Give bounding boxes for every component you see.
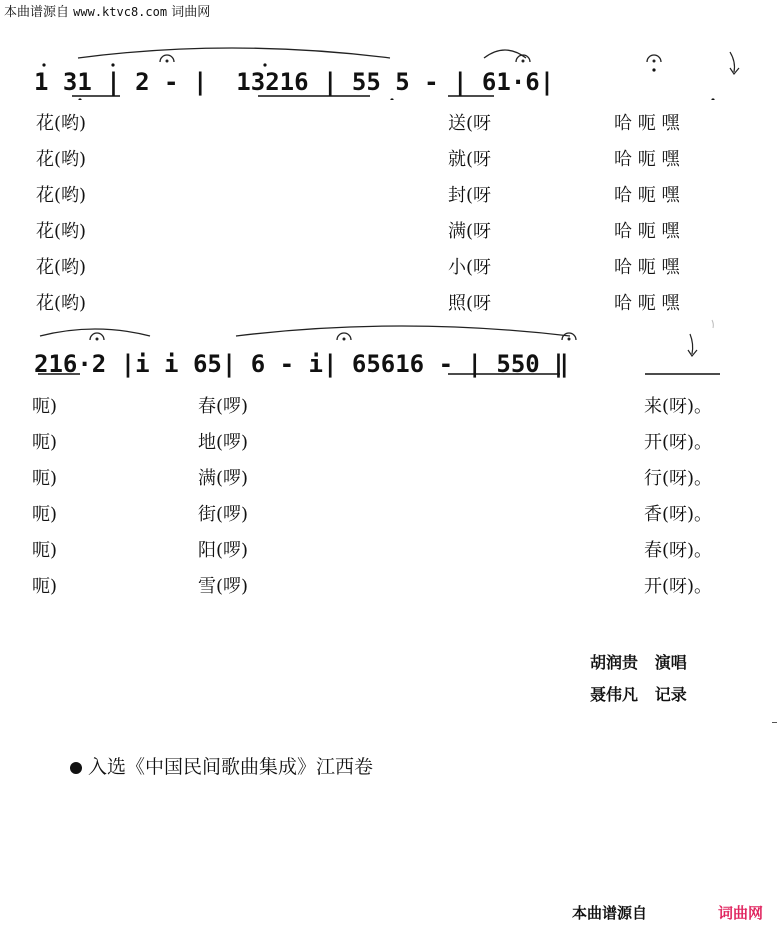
lyric-col-a: 呃) <box>32 504 58 525</box>
lyric-col-b: 送(呀 <box>448 113 492 134</box>
credit-recorder-role: 记录 <box>654 685 687 704</box>
lyric-row <box>0 211 777 247</box>
lyric-col-b: 满(呀 <box>448 221 492 242</box>
credits <box>590 650 687 714</box>
lyric-col-b: 封(呀 <box>448 185 492 206</box>
lyric-row <box>0 247 777 283</box>
footer-site-link[interactable]: 词曲网 <box>718 904 764 922</box>
lyrics-block-top <box>0 103 777 319</box>
footer-source-text: 本曲谱源自 <box>572 904 648 922</box>
lyric-col-a: 呃) <box>32 396 58 417</box>
lyric-col-a: 花(哟) <box>36 113 87 134</box>
lyric-col-b: 阳(啰) <box>198 540 249 561</box>
lyric-col-c: 行(呀)。 <box>644 468 713 489</box>
collection-note-text: 入选《中国民间歌曲集成》江西卷 <box>88 756 374 778</box>
lyric-col-b: 就(呀 <box>448 149 492 170</box>
lyric-row <box>0 103 777 139</box>
lyric-col-c: 开(呀)。 <box>644 432 713 453</box>
score-line-2 <box>0 316 777 376</box>
lyric-col-a: 呃) <box>32 576 58 597</box>
lyric-col-b: 春(啰) <box>198 396 249 417</box>
lyric-col-a: 花(哟) <box>36 257 87 278</box>
lyrics-block-bottom <box>0 386 777 602</box>
header-site-text: 本曲谱源自 <box>4 5 70 20</box>
lyric-col-c: 春(呀)。 <box>644 540 713 561</box>
lyric-col-a: 花(哟) <box>36 221 87 242</box>
lyric-row <box>0 283 777 319</box>
lyric-col-a: 呃) <box>32 468 58 489</box>
lyric-col-c: 哈 呃 嘿 <box>614 185 680 206</box>
lyric-row <box>0 494 777 530</box>
lyric-col-c: 哈 呃 嘿 <box>614 293 680 314</box>
credit-singer-role: 演唱 <box>654 653 687 672</box>
lyric-col-b: 小(呀 <box>448 257 492 278</box>
lyric-row <box>0 530 777 566</box>
credit-recorder-row <box>590 682 687 714</box>
lyric-row <box>0 139 777 175</box>
lyric-col-a: 花(哟) <box>36 185 87 206</box>
lyric-col-b: 地(啰) <box>198 432 249 453</box>
score-line-1 <box>0 40 777 100</box>
margin-tick <box>772 722 777 723</box>
bullet-icon <box>70 762 82 774</box>
lyric-col-a: 花(哟) <box>36 149 87 170</box>
lyric-col-a: 花(哟) <box>36 293 87 314</box>
lyric-col-c: 哈 呃 嘿 <box>614 257 680 278</box>
lyric-col-b: 雪(啰) <box>198 576 249 597</box>
header-url[interactable]: www.ktvc8.com <box>73 5 168 19</box>
lyric-row <box>0 175 777 211</box>
lyric-col-c: 香(呀)。 <box>644 504 713 525</box>
lyric-row <box>0 386 777 422</box>
lyric-col-b: 满(啰) <box>198 468 249 489</box>
lyric-col-c: 哈 呃 嘿 <box>614 149 680 170</box>
score-notes-1: 1 31 | 2 - | 13216 | 55 5 - | 61·6| <box>34 68 555 96</box>
score-notes-2: 216·2 |i i 65| 6 - i| 65616 - | 550 ‖ <box>34 350 569 378</box>
lyric-col-a: 呃) <box>32 540 58 561</box>
credit-recorder: 聂伟凡 <box>590 685 639 704</box>
source-header <box>4 1 210 20</box>
lyric-row <box>0 566 777 602</box>
lyric-col-b: 街(啰) <box>198 504 249 525</box>
lyric-col-a: 呃) <box>32 432 58 453</box>
credit-singer: 胡润贵 <box>590 653 639 672</box>
lyric-row <box>0 458 777 494</box>
lyric-col-c: 哈 呃 嘿 <box>614 113 680 134</box>
lyric-col-c: 开(呀)。 <box>644 576 713 597</box>
collection-note <box>70 752 373 779</box>
lyric-col-b: 照(呀 <box>448 293 492 314</box>
header-site2-text: 词曲网 <box>171 5 211 20</box>
credit-singer-row <box>590 650 687 682</box>
lyric-row <box>0 422 777 458</box>
lyric-col-c: 哈 呃 嘿 <box>614 221 680 242</box>
lyric-col-c: 来(呀)。 <box>644 396 713 417</box>
